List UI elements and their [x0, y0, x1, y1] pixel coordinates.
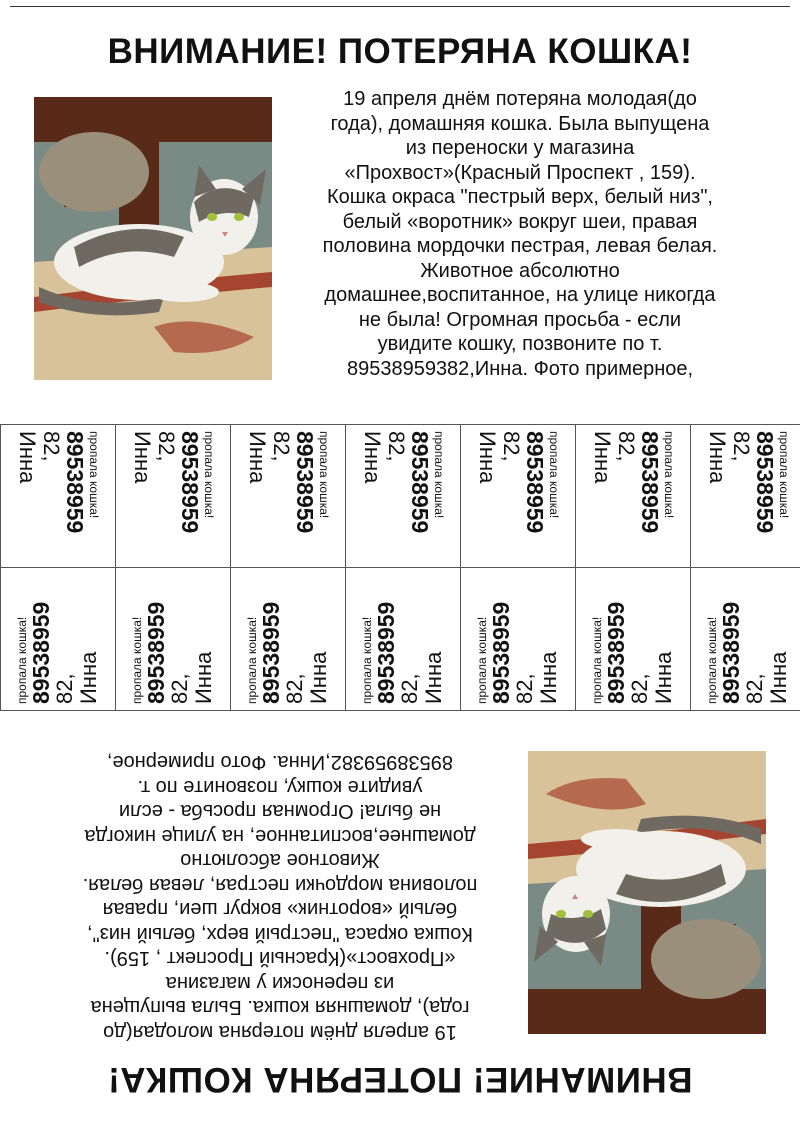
tab-contact-name: Инна — [421, 651, 446, 704]
tear-off-tab[interactable] — [230, 568, 345, 710]
tear-off-tab-content — [15, 574, 101, 704]
tear-off-tab-content — [475, 431, 561, 561]
tab-phone-number: 89538959 — [373, 601, 399, 704]
description-line: года), домашняя кошка. Была выпущена — [90, 996, 470, 1019]
tab-phone-number: 89538959 — [143, 601, 169, 704]
tab-contact-name: Инна — [15, 431, 40, 484]
tear-off-tab-content — [590, 431, 676, 561]
description-line: Кошка окраса "пестрый верх, белый низ", — [327, 186, 713, 208]
tab-phone-number-end: 82, — [384, 431, 409, 462]
cat-eye — [207, 213, 217, 221]
tab-phone-number-end: 82, — [269, 431, 294, 462]
tear-off-tab-content — [360, 574, 446, 704]
cat-paws — [149, 282, 219, 302]
tab-contact-name: Инна — [651, 651, 676, 704]
tab-contact-name: Инна — [191, 651, 216, 704]
tab-phone-number: 89538959 — [62, 431, 88, 534]
tear-off-tab[interactable] — [345, 568, 460, 710]
tab-contact-name: Инна — [245, 431, 270, 484]
tab-contact-name: Инна — [475, 431, 500, 484]
tab-caption: пропала кошка! — [432, 431, 446, 519]
tab-contact-name: Инна — [766, 651, 791, 704]
tab-caption: пропала кошка! — [777, 431, 791, 519]
tab-phone-number: 89538959 — [28, 601, 54, 704]
description-line: домашнее,воспитанное, на улице никогда — [324, 284, 716, 306]
poster-description — [280, 87, 760, 381]
description-line: из переноски у магазина — [405, 137, 635, 159]
tear-off-tab[interactable] — [345, 425, 460, 567]
tab-phone-number: 89538959 — [603, 601, 629, 704]
description-line: «Прохвост»(Красный Проспект , 159). — [104, 947, 456, 970]
tear-off-row-top — [0, 424, 800, 567]
poster-title: ВНИМАНИЕ! ПОТЕРЯНА КОШКА! — [107, 1060, 693, 1099]
tab-caption: пропала кошка! — [705, 616, 719, 704]
tab-contact-name: Инна — [536, 651, 561, 704]
tab-contact-name: Инна — [705, 431, 730, 484]
tear-off-tab[interactable] — [460, 568, 575, 710]
tear-off-tab[interactable] — [0, 425, 115, 567]
poster-inverted — [0, 703, 800, 1123]
tab-phone-number: 89538959 — [522, 431, 548, 534]
description-line: «Прохвост»(Красный Проспект , 159). — [344, 161, 696, 184]
tab-phone-number: 89538959 — [752, 431, 778, 534]
tab-phone-number-end: 82, — [52, 673, 77, 704]
tab-phone-number-end: 82, — [39, 431, 64, 462]
description-line: белый «воротник» вокруг шеи, правая — [342, 210, 698, 233]
tear-off-tab[interactable] — [575, 425, 690, 567]
tear-off-tab-content — [705, 574, 791, 704]
tab-phone-number-end: 82, — [742, 673, 767, 704]
tear-off-tab-content — [245, 574, 331, 704]
tab-phone-number-end: 82, — [282, 673, 307, 704]
tear-off-tab-content — [705, 431, 791, 561]
tab-phone-number-end: 82, — [614, 431, 639, 462]
tear-off-tab[interactable] — [690, 425, 800, 567]
description-line: увидите кошку, позвоните по т. — [137, 776, 423, 798]
cat-eye — [556, 910, 566, 918]
cushion — [39, 132, 149, 212]
tab-contact-name: Инна — [306, 651, 331, 704]
description-line: белый «воротник» вокруг шеи, правая — [102, 898, 458, 921]
cat-eye — [234, 213, 244, 221]
tab-phone-number-end: 82, — [167, 673, 192, 704]
cat-paws — [581, 829, 651, 849]
tear-off-tab[interactable] — [0, 568, 115, 710]
tear-off-tab-content — [475, 574, 561, 704]
tab-phone-number-end: 82, — [499, 431, 524, 462]
description-line: 19 апреля днём потеряна молодая(до — [343, 88, 697, 110]
tab-caption: пропала кошка! — [202, 431, 216, 519]
tab-caption: пропала кошка! — [130, 616, 144, 704]
tear-off-tab-content — [590, 574, 676, 704]
description-line: года), домашняя кошка. Была выпущена — [330, 112, 710, 135]
tab-phone-number-end: 82, — [512, 673, 537, 704]
tab-caption: пропала кошка! — [547, 431, 561, 519]
tab-phone-number-end: 82, — [397, 673, 422, 704]
tab-phone-number: 89538959 — [718, 601, 744, 704]
cat-eye — [583, 910, 593, 918]
description-line: 19 апреля днём потеряна молодая(до — [103, 1021, 457, 1043]
tab-caption: пропала кошка! — [317, 431, 331, 519]
tear-off-tab-content — [245, 431, 331, 561]
tab-contact-name: Инна — [360, 431, 385, 484]
tab-caption: пропала кошка! — [475, 616, 489, 704]
description-line: из переноски у магазина — [165, 972, 395, 994]
tear-off-tab-content — [130, 431, 216, 561]
tear-off-tab[interactable] — [230, 425, 345, 567]
description-line: не была! Огромная просьба - если — [118, 800, 442, 823]
tab-caption: пропала кошка! — [360, 616, 374, 704]
tab-phone-number-end: 82, — [729, 431, 754, 462]
tear-off-tab[interactable] — [575, 568, 690, 710]
cat-photo — [34, 97, 272, 380]
tab-phone-number: 89538959 — [258, 601, 284, 704]
tab-phone-number: 89538959 — [637, 431, 663, 534]
tear-off-tab-content — [360, 431, 446, 561]
tab-phone-number: 89538959 — [292, 431, 318, 534]
tab-contact-name: Инна — [76, 651, 101, 704]
description-line: домашнее,воспитанное, на улице никогда — [84, 825, 476, 847]
description-line: половина мордочки пестрая, левая белая. — [322, 235, 718, 257]
description-line: половина мордочки пестрая, левая белая. — [82, 874, 478, 896]
tab-phone-number: 89538959 — [177, 431, 203, 534]
cat-photo — [528, 751, 766, 1034]
description-line: увидите кошку, позвоните по т. — [377, 333, 663, 355]
tab-caption: пропала кошка! — [590, 616, 604, 704]
tab-caption: пропала кошка! — [87, 431, 101, 519]
description-line: не была! Огромная просьба - если — [358, 308, 682, 331]
description-line: 89538959382,Инна. Фото примерное, — [106, 751, 454, 774]
description-line: Животное абсолютно — [180, 849, 380, 872]
tab-caption: пропала кошка! — [15, 616, 29, 704]
poster-description — [40, 750, 520, 1044]
description-line: 89538959382,Инна. Фото примерное, — [346, 357, 694, 380]
description-line: Животное абсолютно — [420, 259, 620, 282]
tear-off-tab[interactable] — [115, 568, 230, 710]
tab-phone-number: 89538959 — [407, 431, 433, 534]
tear-off-tab-content — [130, 574, 216, 704]
top-divider — [10, 6, 790, 7]
poster-title: ВНИМАНИЕ! ПОТЕРЯНА КОШКА! — [107, 32, 693, 71]
tear-off-tab[interactable] — [690, 568, 800, 710]
tear-off-tab-content — [15, 431, 101, 561]
tab-phone-number-end: 82, — [627, 673, 652, 704]
tear-off-row-bottom — [0, 567, 800, 711]
tab-phone-number: 89538959 — [488, 601, 514, 704]
tear-off-tab[interactable] — [460, 425, 575, 567]
cushion — [651, 919, 761, 999]
tab-contact-name: Инна — [590, 431, 615, 484]
tab-contact-name: Инна — [130, 431, 155, 484]
tear-off-tab[interactable] — [115, 425, 230, 567]
tab-caption: пропала кошка! — [245, 616, 259, 704]
tab-phone-number-end: 82, — [154, 431, 179, 462]
description-line: Кошка окраса "пестрый верх, белый низ", — [87, 923, 473, 945]
tab-caption: пропала кошка! — [662, 431, 676, 519]
poster-upright — [0, 8, 800, 428]
